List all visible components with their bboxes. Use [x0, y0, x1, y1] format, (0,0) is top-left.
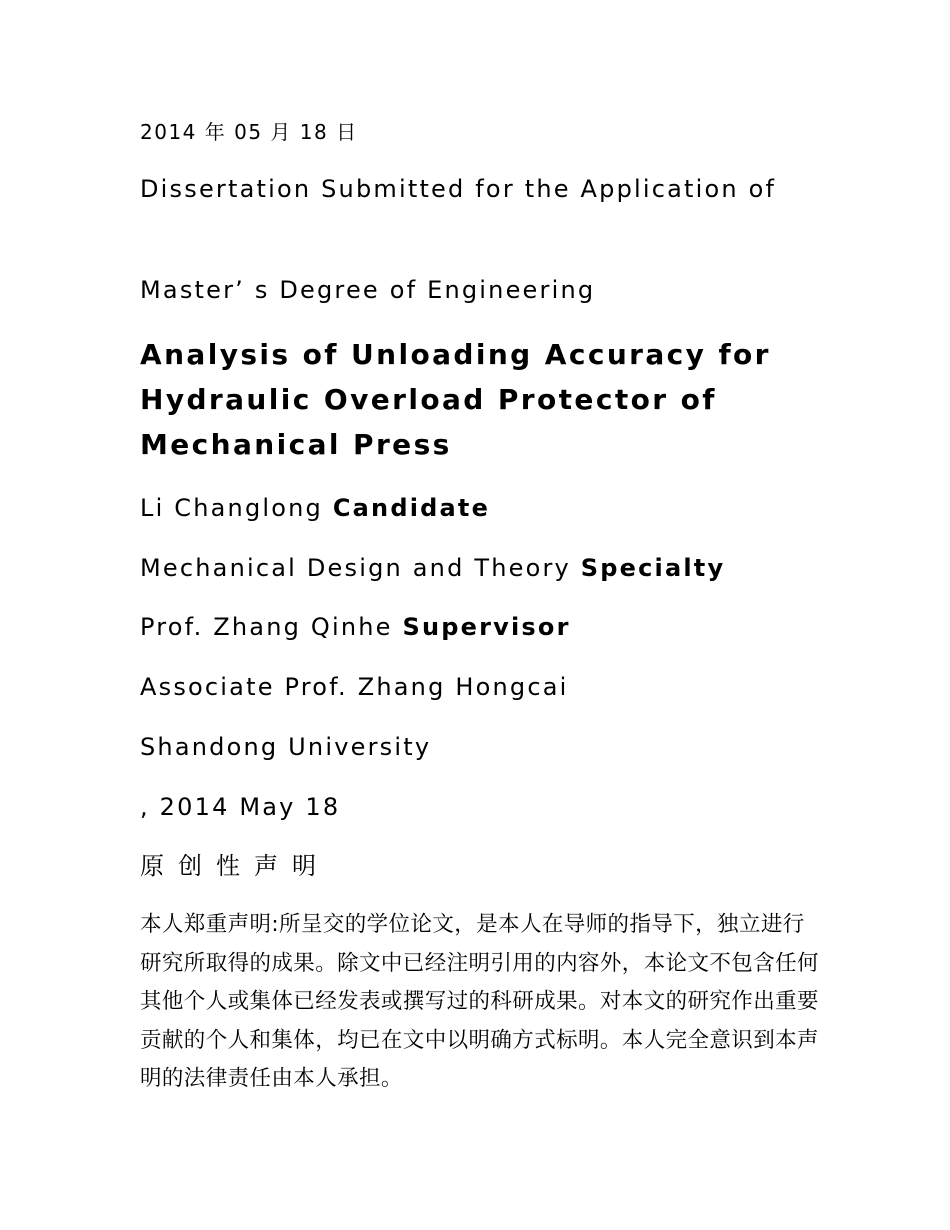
- specialty-name: Mechanical Design and Theory: [140, 554, 571, 582]
- supervisor-label: Supervisor: [402, 613, 571, 641]
- co-supervisor-line: Associate Prof. Zhang Hongcai: [140, 673, 569, 701]
- candidate-label: Candidate: [332, 494, 491, 522]
- chinese-date: 2014 年 05 月 18 日: [140, 120, 358, 144]
- supervisor-line: [140, 606, 571, 648]
- english-date: , 2014 May 18: [140, 793, 341, 821]
- university-line: Shandong University: [140, 733, 432, 761]
- specialty-line: [140, 547, 725, 589]
- declaration-title: 原创性声明: [140, 852, 330, 880]
- degree-line: Master’ s Degree of Engineering: [140, 276, 596, 304]
- dissertation-title: Analysis of Unloading Accuracy for Hydraulic Overload Protector of Mechanical Press: [140, 338, 771, 461]
- candidate-line: [140, 487, 490, 529]
- candidate-name: Li Changlong: [140, 494, 323, 522]
- specialty-label: Specialty: [580, 554, 726, 582]
- supervisor-name: Prof. Zhang Qinhe: [140, 613, 393, 641]
- submission-statement: Dissertation Submitted for the Application of: [140, 175, 777, 203]
- declaration-body: 本人郑重声明:所呈交的学位论文，是本人在导师的指导下，独立进行研究所取得的成果。除文中已经注明引用的内容外，本论文不包含任何其他个人或集体已经发表或撰写过的科研成果。对本文的研究作出重要贡献的个人和集体，均已在文中以明确方式标明。本人完全意识到本声明的法律责任由本人承担。: [140, 912, 819, 1091]
